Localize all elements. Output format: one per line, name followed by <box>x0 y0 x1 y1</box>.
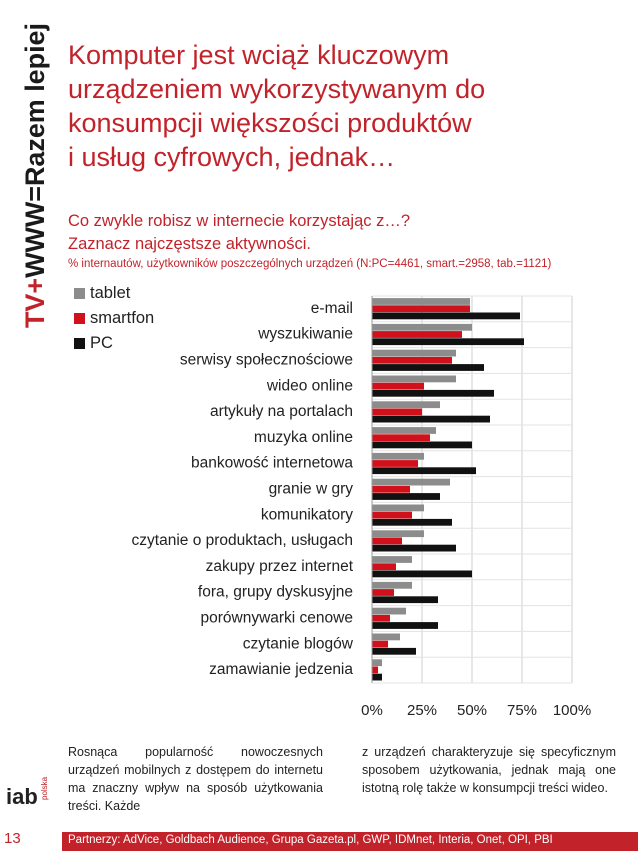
bar-pc-8 <box>372 519 452 526</box>
bar-smartfon-14 <box>372 667 378 674</box>
subtitle-line: Zaznacz najczęstsze aktywności. <box>68 235 312 253</box>
partners-text: Partnerzy: AdVice, Goldbach Audience, Grupa Gazeta.pl, GWP, IDMnet, Interia, Onet, OPI, PBI <box>68 834 553 846</box>
category-label: komunikatory <box>260 506 353 524</box>
bar-pc-10 <box>372 571 472 578</box>
category-label: czytanie blogów <box>242 635 353 653</box>
category-label: wideo online <box>266 377 353 395</box>
bar-pc-13 <box>372 648 416 655</box>
bar-smartfon-11 <box>372 589 394 596</box>
category-label: bankowość internetowa <box>191 454 353 472</box>
category-label: fora, grupy dyskusyjne <box>197 583 353 601</box>
legend-swatch-smartfon <box>74 313 85 324</box>
bar-pc-4 <box>372 416 490 423</box>
brand-slogan: TV+WWW=Razem lepiej <box>20 22 50 328</box>
bar-tablet-14 <box>372 659 382 666</box>
bar-tablet-13 <box>372 634 400 641</box>
category-label: zamawianie jedzenia <box>209 661 353 679</box>
bar-smartfon-2 <box>372 357 452 364</box>
legend-label-smartfon: smartfon <box>90 309 155 327</box>
bar-pc-11 <box>372 596 438 603</box>
bar-smartfon-0 <box>372 305 470 312</box>
body-text-left: Rosnąca popularność nowoczesnych urządzeń mobilnych z dostępem do internetu ma znaczny wpływ na sposób użytkowania treści. Każde <box>68 745 323 813</box>
sample-note: % internautów, użytkowników poszczególnych urządzeń (N:PC=4461, smart.=2958, tab.=1121) <box>68 258 552 270</box>
bar-smartfon-13 <box>372 641 388 648</box>
bar-smartfon-6 <box>372 460 418 467</box>
bar-smartfon-8 <box>372 512 412 519</box>
bar-pc-9 <box>372 545 456 552</box>
title-line: Komputer jest wciąż kluczowym <box>68 40 450 70</box>
bar-smartfon-7 <box>372 486 410 493</box>
bar-tablet-12 <box>372 608 406 615</box>
bar-tablet-3 <box>372 376 456 383</box>
page-title <box>68 38 588 174</box>
activity-bar-chart <box>0 280 638 725</box>
bar-tablet-9 <box>372 530 424 537</box>
x-tick-label: 0% <box>361 702 383 719</box>
bar-tablet-10 <box>372 556 412 563</box>
bar-tablet-5 <box>372 427 436 434</box>
bar-tablet-11 <box>372 582 412 589</box>
x-tick-label: 50% <box>456 702 488 719</box>
category-label: wyszukiwanie <box>258 325 353 343</box>
page-number: 13 <box>4 830 21 847</box>
bar-smartfon-3 <box>372 383 424 390</box>
bar-smartfon-9 <box>372 538 402 545</box>
category-label: serwisy społecznościowe <box>179 351 353 369</box>
bar-pc-12 <box>372 622 438 629</box>
bar-tablet-1 <box>372 324 472 331</box>
x-tick-label: 25% <box>406 702 438 719</box>
category-label: granie w gry <box>268 480 353 498</box>
category-label: zakupy przez internet <box>205 557 353 575</box>
subtitle-line: Co zwykle robisz w internecie korzystając z…? <box>68 212 411 230</box>
category-label: muzyka online <box>253 428 353 446</box>
bar-pc-1 <box>372 338 524 345</box>
bar-pc-6 <box>372 467 476 474</box>
category-label: porównywarki cenowe <box>200 609 353 627</box>
title-line: urządzeniem wykorzystywanym do <box>68 74 486 104</box>
category-label: e-mail <box>310 299 353 317</box>
bar-smartfon-10 <box>372 563 396 570</box>
partners-footer <box>62 832 638 851</box>
legend-swatch-pc <box>74 338 85 349</box>
bar-tablet-8 <box>372 505 424 512</box>
bar-smartfon-12 <box>372 615 390 622</box>
bar-smartfon-1 <box>372 331 462 338</box>
x-tick-label: 75% <box>506 702 538 719</box>
bar-pc-7 <box>372 493 440 500</box>
legend-swatch-tablet <box>74 288 85 299</box>
bar-pc-3 <box>372 390 494 397</box>
bar-smartfon-4 <box>372 409 422 416</box>
bar-tablet-2 <box>372 350 456 357</box>
bar-pc-2 <box>372 364 484 371</box>
bar-tablet-6 <box>372 453 424 460</box>
title-line: i usług cyfrowych, jednak… <box>68 142 396 172</box>
category-label: czytanie o produktach, usługach <box>131 532 353 550</box>
iab-polska-logo <box>6 770 50 810</box>
title-line: konsumpcji większości produktów <box>68 108 472 138</box>
bar-pc-14 <box>372 674 382 681</box>
body-text-right: z urządzeń charakteryzuje się specyficznym sposobem użytkowania, jednak mają one istotną rolę także w konsumpcji treści wideo. <box>362 745 616 795</box>
iab-logo-sub: polska <box>40 776 49 800</box>
bar-smartfon-5 <box>372 434 430 441</box>
x-tick-label: 100% <box>552 702 592 719</box>
bar-tablet-0 <box>372 298 470 305</box>
iab-logo-text: iab <box>6 784 38 809</box>
legend-label-tablet: tablet <box>90 284 131 302</box>
bar-pc-5 <box>372 442 472 449</box>
bar-tablet-7 <box>372 479 450 486</box>
chart-question <box>68 210 608 256</box>
legend-label-pc: PC <box>90 334 113 352</box>
bar-tablet-4 <box>372 401 440 408</box>
category-label: artykuły na portalach <box>209 403 353 421</box>
bar-pc-0 <box>372 313 520 320</box>
